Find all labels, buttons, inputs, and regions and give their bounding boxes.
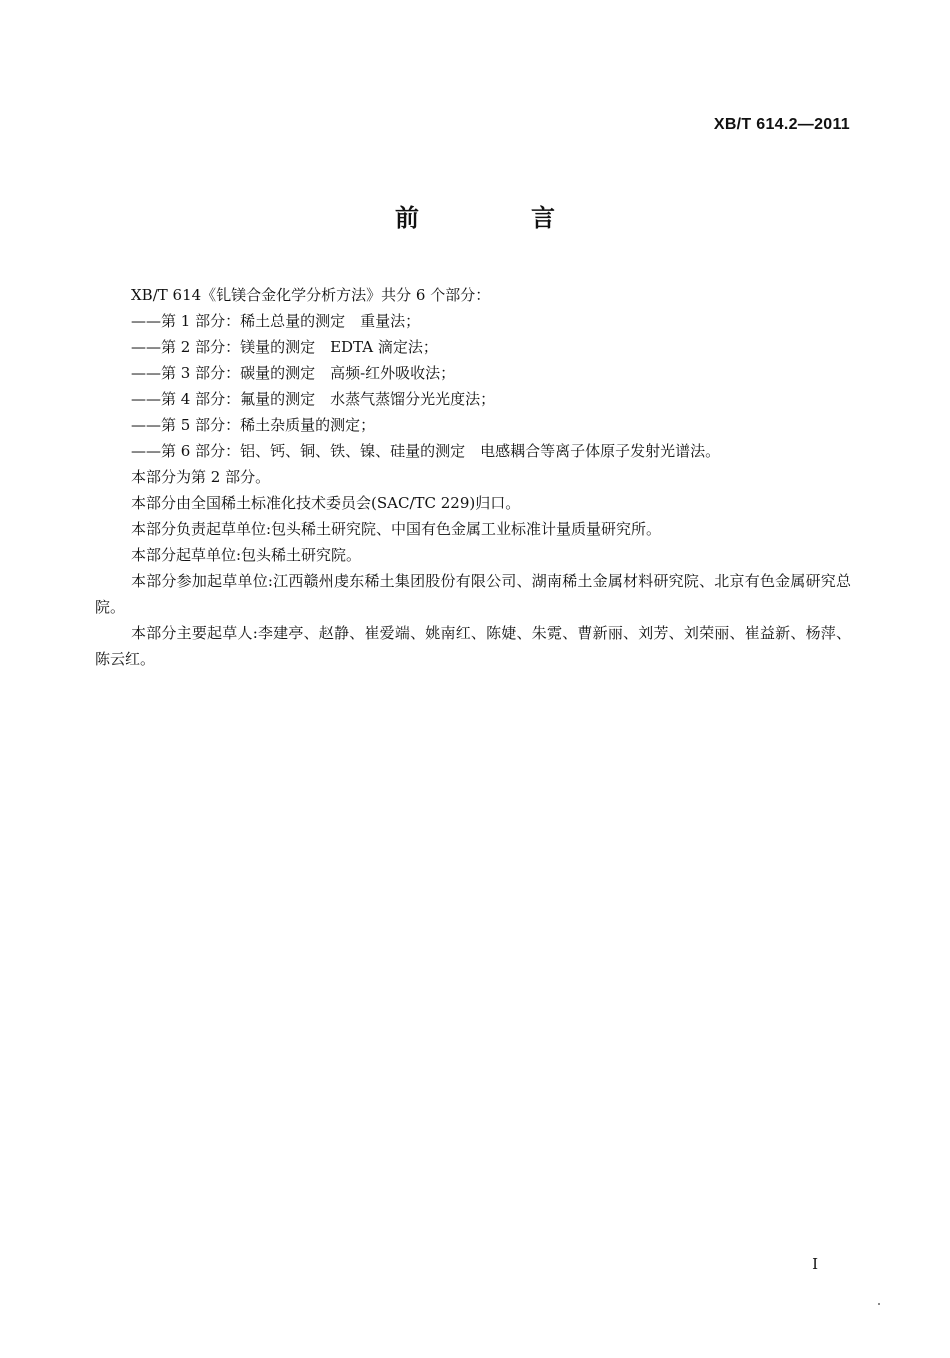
list-item: ——第 1 部分：稀土总量的测定 重量法； <box>131 312 421 330</box>
list-item: ——第 4 部分：氟量的测定 水蒸气蒸馏分光光度法； <box>131 390 496 408</box>
list-item: ——第 3 部分：碳量的测定 高频-红外吸收法； <box>131 364 456 382</box>
paragraph: 本部分主要起草人:李建亭、赵静、崔爱端、姚南红、陈婕、朱霓、曹新丽、刘芳、刘荣丽、崔益新、杨萍、陈云红。 <box>95 624 851 668</box>
list-item: ——第 2 部分：镁量的测定 EDTA 滴定法； <box>131 338 438 356</box>
paragraph: 本部分起草单位:包头稀土研究院。 <box>131 546 362 564</box>
intro-paragraph: XB/T 614《钆镁合金化学分析方法》共分 6 个部分： <box>131 286 491 304</box>
paragraph: 本部分为第 2 部分。 <box>131 468 271 486</box>
scan-speck <box>878 1303 880 1305</box>
paragraph: 本部分由全国稀土标准化技术委员会(SAC/TC 229)归口。 <box>131 494 521 512</box>
list-item: ——第 6 部分：铝、钙、铜、铁、镍、硅量的测定 电感耦合等离子体原子发射光谱法。 <box>131 442 721 460</box>
standard-code: XB/T 614.2—2011 <box>713 116 850 133</box>
paragraph: 本部分参加起草单位:江西赣州虔东稀土集团股份有限公司、湖南稀土金属材料研究院、北京有色金属研究总院。 <box>95 572 851 616</box>
paragraph: 本部分负责起草单位:包头稀土研究院、中国有色金属工业标准计量质量研究所。 <box>131 520 662 538</box>
page-number: I <box>812 1255 818 1273</box>
list-item: ——第 5 部分：稀土杂质量的测定； <box>131 416 376 434</box>
page-title: 前 言 <box>395 204 599 232</box>
preface-body <box>95 282 851 672</box>
